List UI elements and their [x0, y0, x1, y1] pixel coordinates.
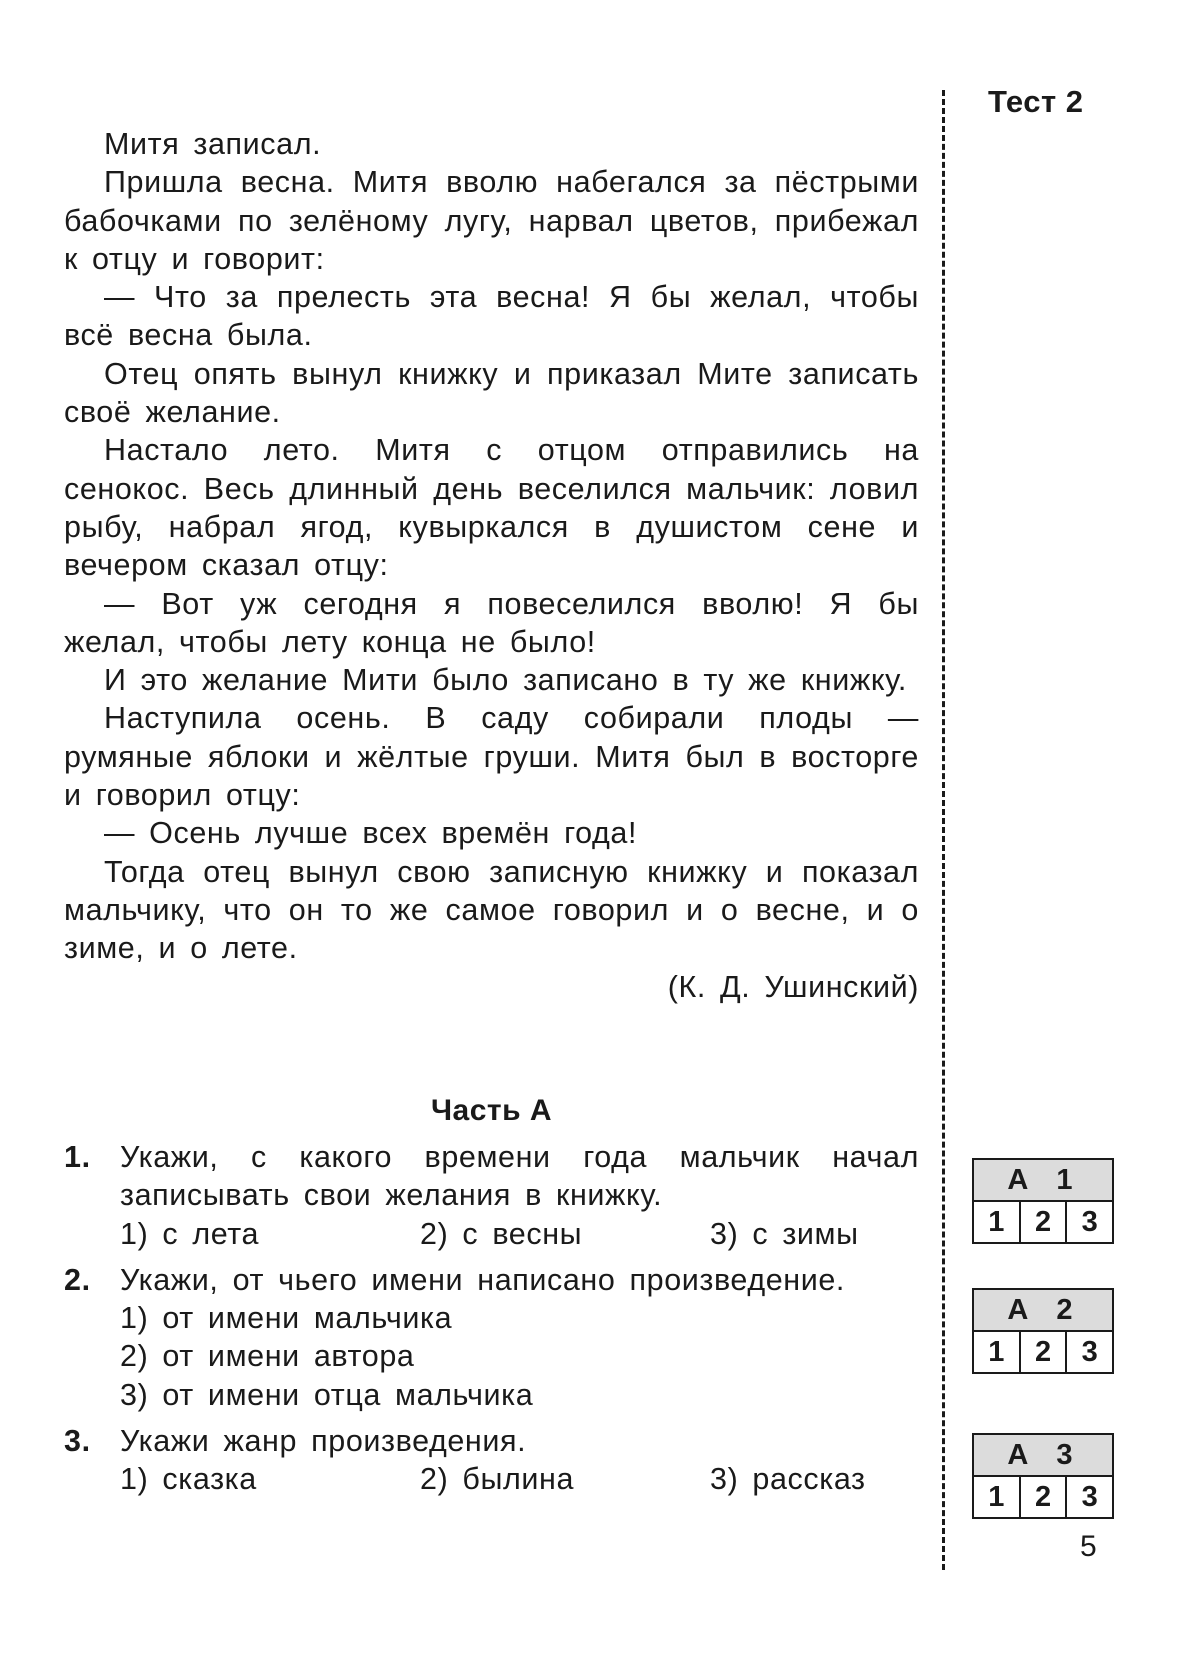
answer-box-a2	[972, 1288, 1114, 1374]
question-number: 1.	[64, 1140, 91, 1174]
question-3	[64, 1422, 919, 1499]
answer-cell[interactable]: 1	[988, 1206, 1005, 1238]
question-2	[64, 1261, 919, 1414]
answer-options	[64, 1215, 919, 1253]
story-paragraph: — Осень лучше всех времён года!	[104, 816, 638, 851]
answer-options	[64, 1460, 919, 1498]
question-number: 2.	[64, 1262, 91, 1297]
story-paragraph: Тогда отец вынул свою записную книжку и показал мальчику, что он то же самое говорил и о весне, и о зиме, и о лете.	[64, 854, 919, 966]
answer-box-a1	[972, 1158, 1114, 1244]
test-title: Тест 2	[988, 84, 1084, 119]
answer-option: 2) с весны	[420, 1216, 583, 1251]
question-text: Укажи жанр произведения.	[120, 1424, 527, 1459]
story-text	[64, 125, 919, 1006]
answer-cell[interactable]: 1	[988, 1336, 1005, 1368]
answer-box-label: А 2	[974, 1290, 1112, 1332]
answer-box-label: А 3	[974, 1435, 1112, 1477]
story-paragraph: Настало лето. Митя с отцом отправились на сенокос. Весь длинный день веселился мальчик: ловил рыбу, набрал ягод, кувыркался в душистом сене и вечером сказал отцу:	[64, 433, 919, 583]
answer-option: 3) с зимы	[710, 1216, 859, 1251]
answer-option: 3) рассказ	[710, 1462, 866, 1497]
answer-cell[interactable]: 3	[1065, 1332, 1112, 1372]
questions-list	[64, 1138, 919, 1507]
answer-option: 1) от имени мальчика	[120, 1301, 453, 1336]
story-author: (К. Д. Ушинский)	[667, 969, 919, 1004]
answer-option: 1) сказка	[120, 1462, 257, 1497]
answer-cell[interactable]: 1	[988, 1481, 1005, 1513]
answer-cell[interactable]: 3	[1065, 1202, 1112, 1242]
answer-cell[interactable]: 3	[1065, 1477, 1112, 1517]
story-paragraph: — Вот уж сегодня я повеселился вволю! Я бы желал, чтобы лету конца не было!	[64, 586, 919, 659]
answer-option: 1) с лета	[120, 1216, 260, 1251]
answer-cell[interactable]: 2	[1019, 1202, 1066, 1242]
page-number: 5	[1080, 1530, 1097, 1563]
dashed-divider	[942, 90, 945, 1570]
answer-option: 2) былина	[420, 1462, 575, 1497]
story-paragraph: — Что за прелесть эта весна! Я бы желал, чтобы всё весна была.	[64, 280, 919, 353]
story-paragraph: Пришла весна. Митя вволю набегался за пёстрыми бабочками по зелёному лугу, нарвал цветов, прибежал к отцу и говорит:	[64, 165, 919, 276]
story-paragraph: И это желание Мити было записано в ту же книжку.	[104, 663, 907, 698]
story-paragraph: Митя записал.	[104, 127, 322, 161]
question-1	[64, 1138, 919, 1253]
answer-options	[64, 1299, 919, 1414]
question-text: Укажи, от чьего имени написано произведение.	[120, 1262, 846, 1297]
answer-option: 3) от имени отца мальчика	[120, 1377, 534, 1412]
story-paragraph: Наступила осень. В саду собирали плоды — румяные яблоки и жёлтые груши. Митя был в восторге и говорил отцу:	[64, 701, 919, 813]
question-text: Укажи, с какого времени года мальчик начал записывать свои желания в книжку.	[120, 1140, 919, 1213]
story-paragraph: Отец опять вынул книжку и приказал Мите записать своё желание.	[64, 356, 919, 430]
answer-cell[interactable]: 2	[1019, 1477, 1066, 1517]
part-a-title: Часть А	[430, 1094, 553, 1127]
answer-cell[interactable]: 2	[1019, 1332, 1066, 1372]
answer-option: 2) от имени автора	[120, 1339, 415, 1374]
answer-box-a3	[972, 1433, 1114, 1519]
question-number: 3.	[64, 1424, 91, 1459]
answer-box-label: А 1	[974, 1160, 1112, 1202]
